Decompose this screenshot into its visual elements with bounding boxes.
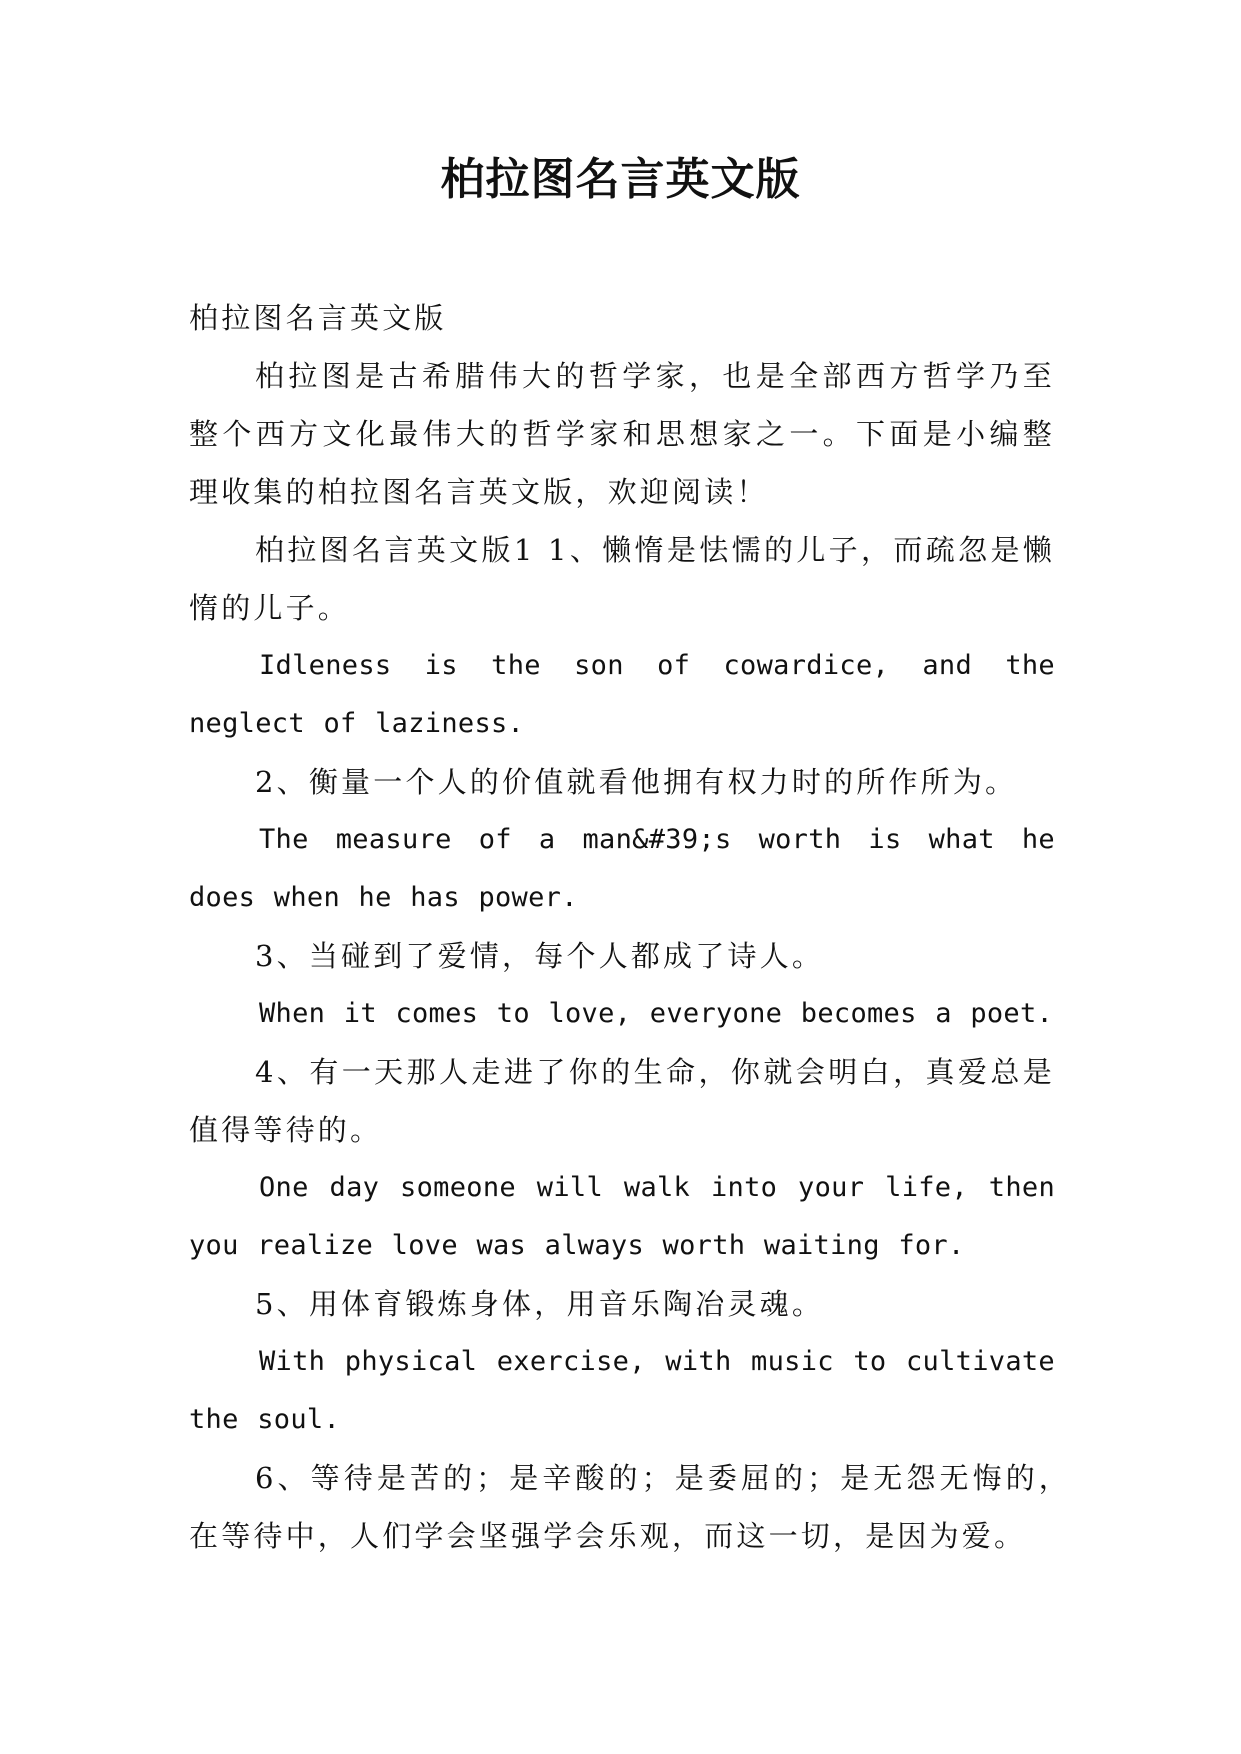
subtitle: 柏拉图名言英文版 bbox=[189, 301, 447, 335]
quote-4-zh: 4、有一天那人走进了你的生命，你就会明白，真爱总是值得等待的。 bbox=[189, 1055, 1055, 1147]
section-heading: 柏拉图名言英文版1 1、懒惰是怯懦的儿子，而疏忽是懒惰的儿子。 bbox=[189, 533, 1055, 625]
quote-5-en: With physical exercise, with music to cultivate the soul. bbox=[189, 1346, 1055, 1435]
quote-5-zh: 5、用体育锻炼身体，用音乐陶冶灵魂。 bbox=[255, 1287, 825, 1321]
quote-1-en: Idleness is the son of cowardice, and the neglect of laziness. bbox=[189, 650, 1055, 739]
document-body bbox=[189, 289, 1071, 1565]
quote-3-en: When it comes to love, everyone becomes a poet. bbox=[259, 998, 1054, 1029]
quote-2-en: The measure of a man&#39;s worth is what he does when he has power. bbox=[189, 824, 1055, 913]
quote-2-zh: 2、衡量一个人的价值就看他拥有权力时的所作所为。 bbox=[255, 765, 1018, 799]
quote-4-en: One day someone will walk into your life, then you realize love was always worth waiting for. bbox=[189, 1172, 1055, 1261]
intro-paragraph: 柏拉图是古希腊伟大的哲学家，也是全部西方哲学乃至整个西方文化最伟大的哲学家和思想家之一。下面是小编整理收集的柏拉图名言英文版，欢迎阅读！ bbox=[189, 359, 1055, 509]
quote-6-zh: 6、等待是苦的；是辛酸的；是委屈的；是无怨无悔的，在等待中，人们学会坚强学会乐观，而这一切，是因为爱。 bbox=[189, 1461, 1071, 1553]
document-title: 柏拉图名言英文版 bbox=[440, 154, 801, 205]
quote-3-zh: 3、当碰到了爱情，每个人都成了诗人。 bbox=[255, 939, 825, 973]
